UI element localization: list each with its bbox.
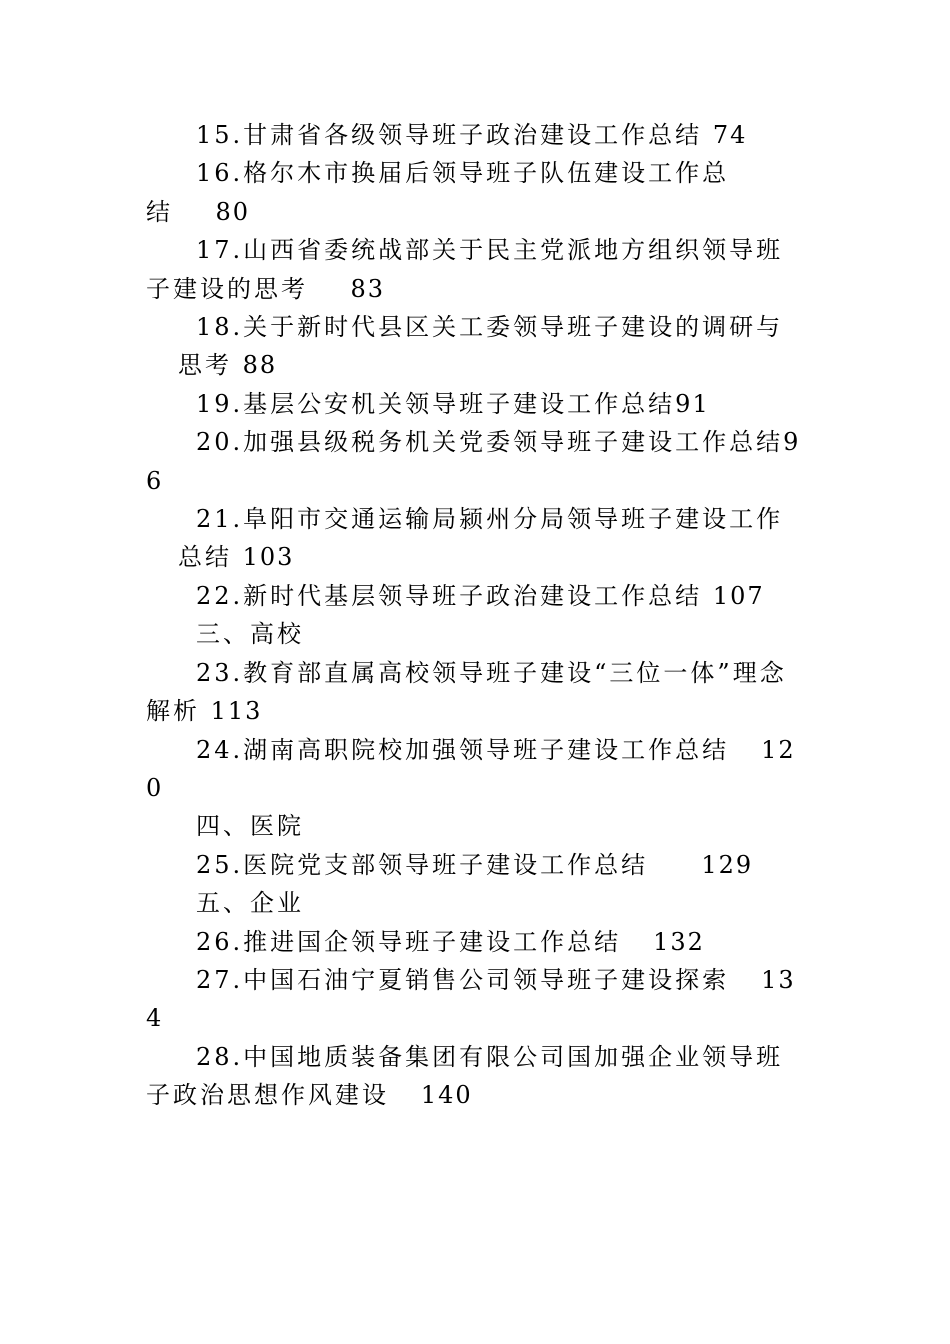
toc-entry-page: 74 [712, 121, 748, 149]
toc-entry-title: 24.湖南高职院校加强领导班子建设工作总结 [196, 735, 730, 764]
toc-entry-page: 129 [701, 850, 754, 879]
toc-entry-page: 91 [675, 389, 710, 418]
toc-entry-16 [146, 154, 808, 231]
toc-entry-page: 140 [420, 1081, 473, 1110]
toc-entry-title: 19.基层公安机关领导班子建设工作总结 [196, 389, 676, 418]
toc-entry-15 [146, 116, 808, 154]
toc-entry-23 [146, 654, 808, 731]
toc-entry-17 [146, 231, 808, 308]
toc-entry-title: 22.新时代基层领导班子政治建设工作总结 [196, 581, 703, 610]
toc-entry-page: 107 [712, 581, 765, 610]
toc-entry-page: 83 [350, 274, 386, 303]
toc-entry-title: 16.格尔木市换届后领导班子队伍建设工作总结 [146, 159, 730, 226]
toc-entry-24 [146, 731, 808, 808]
toc-entry-27 [146, 961, 808, 1038]
toc-entry-26 [146, 923, 808, 961]
toc-entry-page: 80 [215, 197, 251, 226]
toc-entry-18 [146, 308, 808, 385]
toc-entry-page: 134 [146, 965, 796, 1033]
toc-entry-title: 25.医院党支部领导班子建设工作总结 [196, 850, 649, 879]
toc-entry-title: 21.阜阳市交通运输局颍州分局领导班子建设工作总结 [178, 505, 784, 572]
toc-entry-title: 28.中国地质装备集团有限公司国加强企业领导班子政治思想作风建设 [146, 1042, 784, 1110]
toc-entry-title: 17.山西省委统战部关于民主党派地方组织领导班子建设的思考 [146, 236, 784, 303]
section-heading-enterprises: 五、企业 [196, 889, 304, 918]
toc-entry-title: 23.教育部直属高校领导班子建设“三位一体”理念解析 [146, 658, 787, 726]
toc-entry-title: 18.关于新时代县区关工委领导班子建设的调研与思考 [178, 313, 784, 380]
toc-entry-page: 113 [210, 697, 263, 726]
toc-entry-page: 103 [242, 543, 295, 572]
toc-entry-title: 26.推进国企领导班子建设工作总结 [196, 927, 622, 956]
toc-entry-page: 96 [146, 428, 801, 495]
toc-entry-page: 132 [653, 927, 705, 956]
toc-entry-25 [146, 846, 808, 884]
toc-entry-28 [146, 1038, 808, 1115]
toc-entry-title: 15.甘肃省各级领导班子政治建设工作总结 [196, 121, 703, 149]
section-heading-universities: 三、高校 [196, 620, 304, 649]
toc-entry-19 [146, 385, 808, 423]
toc-entry-title: 20.加强县级税务机关党委领导班子建设工作总结 [196, 428, 784, 457]
toc-entry-page: 120 [146, 735, 796, 802]
toc-entry-21 [146, 500, 808, 577]
toc-entry-page: 88 [242, 351, 278, 380]
table-of-contents [146, 116, 808, 1115]
toc-entry-22 [146, 577, 808, 615]
toc-entry-20 [146, 423, 808, 500]
toc-entry-title: 27.中国石油宁夏销售公司领导班子建设探索 [196, 965, 730, 994]
section-heading-hospitals: 四、医院 [196, 812, 304, 841]
